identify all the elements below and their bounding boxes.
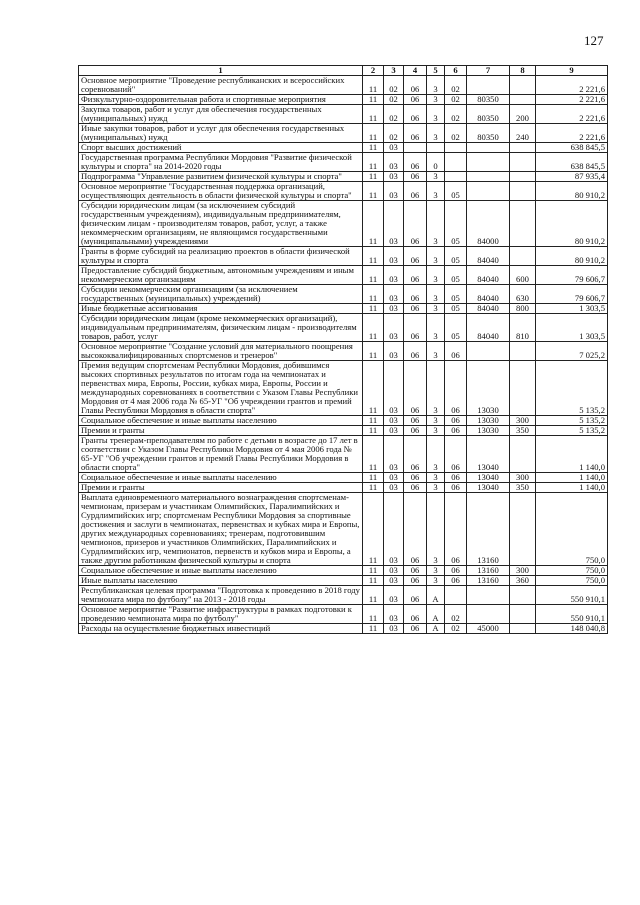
code-cell: 11	[363, 304, 384, 314]
amount-cell: 1 140,0	[536, 436, 608, 473]
code-cell	[510, 436, 536, 473]
code-cell: 3	[427, 304, 445, 314]
code-cell	[404, 143, 427, 153]
code-cell: 03	[384, 361, 404, 416]
row-name: Гранты тренерам-преподавателям по работе с детьми в возрасте до 17 лет в соответствии с Указом Главы Республики Мордовия от 4 мая 2006 года № 65-УГ "Об учреждении грантов и премий Главы Республики Мордовия в области спорта"	[79, 436, 363, 473]
code-cell: 84040	[467, 266, 510, 285]
code-cell: 84040	[467, 304, 510, 314]
code-cell	[510, 493, 536, 566]
table-row	[79, 361, 608, 416]
amount-cell: 5 135,2	[536, 416, 608, 426]
code-cell: 05	[445, 304, 467, 314]
table-row	[79, 624, 608, 634]
code-cell	[427, 143, 445, 153]
code-cell: 3	[427, 426, 445, 436]
header-row	[79, 66, 608, 76]
row-name: Субсидии юридическим лицам (за исключением субсидий государственным учреждениям), индивидуальным предпринимателям, физическим лицам - производителям товаров, работ, услуг, а также некоммерческим организациям, не являющимся государственными (муниципальными) учреждениями	[79, 201, 363, 247]
amount-cell: 550 910,1	[536, 586, 608, 605]
code-cell: 03	[384, 172, 404, 182]
code-cell: 3	[427, 95, 445, 105]
code-cell: 11	[363, 247, 384, 266]
code-cell: 3	[427, 105, 445, 124]
code-cell: 06	[404, 576, 427, 586]
code-cell: 11	[363, 124, 384, 143]
code-cell: 06	[404, 361, 427, 416]
code-cell: 11	[363, 143, 384, 153]
code-cell	[510, 95, 536, 105]
code-cell: 11	[363, 576, 384, 586]
code-cell: 06	[445, 473, 467, 483]
code-cell: 06	[404, 182, 427, 201]
code-cell: 02	[445, 105, 467, 124]
code-cell	[467, 605, 510, 624]
code-cell	[510, 153, 536, 172]
row-name: Социальное обеспечение и иные выплаты населению	[79, 566, 363, 576]
header-cell: 5	[427, 66, 445, 76]
code-cell: 06	[445, 566, 467, 576]
code-cell: 13030	[467, 426, 510, 436]
code-cell: 13030	[467, 416, 510, 426]
row-name: Основное мероприятие "Развитие инфраструктуры в рамках подготовки к проведению чемпионата мира по футболу"	[79, 605, 363, 624]
code-cell: 300	[510, 416, 536, 426]
code-cell: 45000	[467, 624, 510, 634]
row-name: Республиканская целевая программа "Подготовка к проведению в 2018 году чемпионата мира по футболу" на 2013 - 2018 годы	[79, 586, 363, 605]
amount-cell: 1 140,0	[536, 483, 608, 493]
code-cell: 06	[404, 566, 427, 576]
code-cell: 06	[404, 314, 427, 342]
row-name: Иные закупки товаров, работ и услуг для обеспечения государственных (муниципальных) нужд	[79, 124, 363, 143]
code-cell: 02	[384, 124, 404, 143]
budget-table	[78, 65, 608, 634]
code-cell: 11	[363, 624, 384, 634]
code-cell: 03	[384, 285, 404, 304]
code-cell: А	[427, 605, 445, 624]
code-cell	[467, 153, 510, 172]
table-row	[79, 605, 608, 624]
code-cell: 02	[445, 76, 467, 95]
code-cell: 06	[404, 247, 427, 266]
code-cell: 06	[445, 416, 467, 426]
table-row	[79, 266, 608, 285]
table-row	[79, 493, 608, 566]
code-cell: 800	[510, 304, 536, 314]
row-name: Основное мероприятие "Проведение республиканских и всероссийских соревнований"	[79, 76, 363, 95]
amount-cell: 750,0	[536, 493, 608, 566]
code-cell: 06	[404, 153, 427, 172]
code-cell: 80350	[467, 105, 510, 124]
table-row	[79, 247, 608, 266]
table-row	[79, 201, 608, 247]
code-cell: 11	[363, 605, 384, 624]
table-row	[79, 76, 608, 95]
code-cell	[510, 605, 536, 624]
code-cell: 11	[363, 586, 384, 605]
code-cell: 06	[445, 436, 467, 473]
code-cell: 3	[427, 361, 445, 416]
code-cell: 13030	[467, 361, 510, 416]
code-cell: А	[427, 586, 445, 605]
amount-cell: 80 910,2	[536, 201, 608, 247]
code-cell: 02	[445, 124, 467, 143]
code-cell	[467, 172, 510, 182]
code-cell: 3	[427, 266, 445, 285]
code-cell: 03	[384, 182, 404, 201]
code-cell: 11	[363, 95, 384, 105]
code-cell: 03	[384, 143, 404, 153]
code-cell: 05	[445, 285, 467, 304]
table-row	[79, 586, 608, 605]
code-cell: 03	[384, 624, 404, 634]
code-cell: 03	[384, 576, 404, 586]
code-cell	[510, 172, 536, 182]
table-row	[79, 143, 608, 153]
table-row	[79, 314, 608, 342]
amount-cell: 750,0	[536, 566, 608, 576]
table-row	[79, 124, 608, 143]
table-row	[79, 473, 608, 483]
code-cell: 02	[384, 76, 404, 95]
code-cell: 03	[384, 342, 404, 361]
amount-cell: 2 221,6	[536, 95, 608, 105]
row-name: Подпрограмма "Управление развитием физической культуры и спорта"	[79, 172, 363, 182]
code-cell: 3	[427, 201, 445, 247]
amount-cell: 2 221,6	[536, 124, 608, 143]
row-name: Социальное обеспечение и иные выплаты населению	[79, 473, 363, 483]
code-cell: 06	[404, 124, 427, 143]
code-cell: 240	[510, 124, 536, 143]
code-cell: 06	[404, 266, 427, 285]
code-cell: 80350	[467, 95, 510, 105]
code-cell: 06	[404, 483, 427, 493]
code-cell: 84040	[467, 285, 510, 304]
code-cell: 06	[404, 436, 427, 473]
code-cell: 02	[384, 105, 404, 124]
header-cell: 9	[536, 66, 608, 76]
code-cell: 06	[404, 586, 427, 605]
code-cell: 03	[384, 304, 404, 314]
code-cell: 06	[404, 285, 427, 304]
row-name: Иные бюджетные ассигнования	[79, 304, 363, 314]
amount-cell: 87 935,4	[536, 172, 608, 182]
code-cell	[510, 586, 536, 605]
code-cell: 3	[427, 182, 445, 201]
table-row	[79, 436, 608, 473]
table-row	[79, 172, 608, 182]
amount-cell: 1 303,5	[536, 314, 608, 342]
code-cell: 80350	[467, 124, 510, 143]
code-cell	[510, 247, 536, 266]
code-cell: 06	[404, 172, 427, 182]
code-cell: 03	[384, 153, 404, 172]
code-cell: 3	[427, 247, 445, 266]
row-name: Спорт высших достижений	[79, 143, 363, 153]
code-cell: 3	[427, 172, 445, 182]
code-cell: 600	[510, 266, 536, 285]
amount-cell: 638 845,5	[536, 153, 608, 172]
header-cell: 4	[404, 66, 427, 76]
code-cell: 03	[384, 586, 404, 605]
code-cell	[510, 201, 536, 247]
code-cell: 11	[363, 172, 384, 182]
row-name: Расходы на осуществление бюджетных инвестиций	[79, 624, 363, 634]
amount-cell: 7 025,2	[536, 342, 608, 361]
code-cell: 06	[404, 624, 427, 634]
code-cell: 05	[445, 201, 467, 247]
code-cell	[445, 143, 467, 153]
row-name: Премии и гранты	[79, 483, 363, 493]
table-row	[79, 182, 608, 201]
code-cell	[467, 182, 510, 201]
code-cell: 350	[510, 483, 536, 493]
code-cell: 3	[427, 314, 445, 342]
code-cell	[510, 182, 536, 201]
code-cell: 630	[510, 285, 536, 304]
amount-cell: 79 606,7	[536, 285, 608, 304]
code-cell: 11	[363, 201, 384, 247]
code-cell: 06	[404, 201, 427, 247]
row-name: Социальное обеспечение и иные выплаты населению	[79, 416, 363, 426]
code-cell: 13040	[467, 483, 510, 493]
table-row	[79, 153, 608, 172]
table-body	[79, 76, 608, 634]
code-cell: 05	[445, 314, 467, 342]
code-cell: 03	[384, 266, 404, 285]
amount-cell: 5 135,2	[536, 426, 608, 436]
header-cell: 6	[445, 66, 467, 76]
code-cell: 3	[427, 285, 445, 304]
row-name: Основное мероприятие "Государственная поддержка организаций, осуществляющих деятельность в области физической культуры и спорта"	[79, 182, 363, 201]
header-cell: 2	[363, 66, 384, 76]
code-cell: 03	[384, 483, 404, 493]
table-row	[79, 416, 608, 426]
code-cell: 02	[384, 95, 404, 105]
code-cell	[467, 342, 510, 361]
code-cell	[510, 624, 536, 634]
table-row	[79, 483, 608, 493]
code-cell: 06	[404, 76, 427, 95]
code-cell: 3	[427, 566, 445, 576]
amount-cell: 2 221,6	[536, 76, 608, 95]
amount-cell: 750,0	[536, 576, 608, 586]
code-cell: 11	[363, 76, 384, 95]
code-cell	[445, 172, 467, 182]
header-cell: 7	[467, 66, 510, 76]
code-cell: 84040	[467, 247, 510, 266]
code-cell: 03	[384, 247, 404, 266]
code-cell: 05	[445, 266, 467, 285]
code-cell: 300	[510, 566, 536, 576]
code-cell: 11	[363, 361, 384, 416]
code-cell: 11	[363, 566, 384, 576]
amount-cell: 638 845,5	[536, 143, 608, 153]
row-name: Субсидии некоммерческим организациям (за исключением государственных (муниципальных) учреждений)	[79, 285, 363, 304]
code-cell	[510, 361, 536, 416]
code-cell: 06	[404, 416, 427, 426]
page-number: 127	[584, 33, 604, 48]
row-name: Физкультурно-оздоровительная работа и спортивные мероприятия	[79, 95, 363, 105]
code-cell: 84040	[467, 314, 510, 342]
amount-cell: 2 221,6	[536, 105, 608, 124]
code-cell: 03	[384, 426, 404, 436]
code-cell: 02	[445, 605, 467, 624]
code-cell: 13160	[467, 493, 510, 566]
code-cell: 06	[404, 95, 427, 105]
table-row	[79, 304, 608, 314]
table-row	[79, 285, 608, 304]
amount-cell: 550 910,1	[536, 605, 608, 624]
code-cell: 03	[384, 493, 404, 566]
code-cell: 05	[445, 182, 467, 201]
table-row	[79, 576, 608, 586]
code-cell	[467, 586, 510, 605]
code-cell: 350	[510, 426, 536, 436]
code-cell: 11	[363, 314, 384, 342]
code-cell: 11	[363, 285, 384, 304]
code-cell: 360	[510, 576, 536, 586]
code-cell	[445, 153, 467, 172]
header-cell: 1	[79, 66, 363, 76]
code-cell: 11	[363, 342, 384, 361]
code-cell: 3	[427, 473, 445, 483]
amount-cell: 80 910,2	[536, 182, 608, 201]
code-cell: 03	[384, 605, 404, 624]
code-cell: 11	[363, 426, 384, 436]
code-cell: 06	[445, 483, 467, 493]
code-cell: 11	[363, 182, 384, 201]
code-cell: 11	[363, 266, 384, 285]
code-cell: 06	[404, 426, 427, 436]
code-cell: 03	[384, 566, 404, 576]
code-cell: 810	[510, 314, 536, 342]
code-cell: 06	[404, 105, 427, 124]
code-cell: 06	[445, 426, 467, 436]
code-cell: 13040	[467, 436, 510, 473]
row-name: Гранты в форме субсидий на реализацию проектов в области физической культуры и спорта	[79, 247, 363, 266]
table-row	[79, 342, 608, 361]
code-cell: А	[427, 624, 445, 634]
code-cell: 3	[427, 493, 445, 566]
code-cell: 13040	[467, 473, 510, 483]
code-cell: 11	[363, 473, 384, 483]
row-name: Премии и гранты	[79, 426, 363, 436]
row-name: Основное мероприятие "Создание условий для материального поощрения высококвалифицированных спортсменов и тренеров"	[79, 342, 363, 361]
code-cell: 3	[427, 124, 445, 143]
amount-cell: 80 910,2	[536, 247, 608, 266]
code-cell	[467, 76, 510, 95]
code-cell: 11	[363, 153, 384, 172]
code-cell: 06	[445, 576, 467, 586]
code-cell	[445, 586, 467, 605]
code-cell	[510, 342, 536, 361]
code-cell	[510, 143, 536, 153]
table-row	[79, 426, 608, 436]
amount-cell: 5 135,2	[536, 361, 608, 416]
amount-cell: 1 303,5	[536, 304, 608, 314]
code-cell: 3	[427, 483, 445, 493]
code-cell: 3	[427, 342, 445, 361]
code-cell: 06	[404, 473, 427, 483]
code-cell: 03	[384, 436, 404, 473]
code-cell: 06	[404, 342, 427, 361]
code-cell: 3	[427, 436, 445, 473]
code-cell: 03	[384, 314, 404, 342]
code-cell: 3	[427, 576, 445, 586]
code-cell: 11	[363, 105, 384, 124]
code-cell: 06	[404, 605, 427, 624]
code-cell: 11	[363, 416, 384, 426]
table-row	[79, 566, 608, 576]
table-row	[79, 95, 608, 105]
row-name: Предоставление субсидий бюджетным, автономным учреждениям и иным некоммерческим организациям	[79, 266, 363, 285]
header-cell: 8	[510, 66, 536, 76]
code-cell: 300	[510, 473, 536, 483]
code-cell: 06	[404, 304, 427, 314]
table-row	[79, 105, 608, 124]
code-cell: 03	[384, 473, 404, 483]
header-cell: 3	[384, 66, 404, 76]
code-cell: 200	[510, 105, 536, 124]
row-name: Выплата единовременного материального вознаграждения спортсменам-чемпионам, призерам и участникам Олимпийских, Паралимпийских и Сурдлимпийских игр; спортсменам Республики Мордовия за спортивные достижения и заслуги в чемпионатах, первенствах и кубках мира и Европы, других международных соревнованиях; тренерам, подготовившим чемпионов, призеров и участников Олимпийских, Паралимпийских и Сурдлимпийских игр, чемпионатов, первенств и кубков мира и Европы, а также другим работникам физической культуры и спорта	[79, 493, 363, 566]
row-name: Иные выплаты населению	[79, 576, 363, 586]
row-name: Субсидии юридическим лицам (кроме некоммерческих организаций), индивидуальным предпринимателям, физическим лицам - производителям товаров, работ, услуг	[79, 314, 363, 342]
code-cell	[510, 76, 536, 95]
code-cell: 13160	[467, 566, 510, 576]
code-cell	[467, 143, 510, 153]
code-cell: 13160	[467, 576, 510, 586]
code-cell: 06	[445, 493, 467, 566]
code-cell: 03	[384, 416, 404, 426]
amount-cell: 1 140,0	[536, 473, 608, 483]
code-cell: 05	[445, 247, 467, 266]
code-cell: 02	[445, 95, 467, 105]
code-cell: 3	[427, 416, 445, 426]
code-cell: 06	[445, 342, 467, 361]
code-cell: 84000	[467, 201, 510, 247]
code-cell: 03	[384, 201, 404, 247]
code-cell: 3	[427, 76, 445, 95]
code-cell: 11	[363, 493, 384, 566]
row-name: Государственная программа Республики Мордовия "Развитие физической культуры и спорта" на 2014-2020 годы	[79, 153, 363, 172]
code-cell: 11	[363, 436, 384, 473]
code-cell: 11	[363, 483, 384, 493]
row-name: Закупка товаров, работ и услуг для обеспечения государственных (муниципальных) нужд	[79, 105, 363, 124]
table-header	[79, 66, 608, 76]
code-cell: 02	[445, 624, 467, 634]
amount-cell: 148 040,8	[536, 624, 608, 634]
code-cell: 0	[427, 153, 445, 172]
row-name: Премия ведущим спортсменам Республики Мордовия, добившимся высоких спортивных результатов по итогам года на чемпионатах и первенствах мира, Европы, России, кубках мира, Европы, России и международных соревнованиях в соответствии с Указом Главы Республики Мордовия от 4 мая 2006 года № 65-УГ "Об учреждении грантов и премий Главы Республики Мордовия в области спорта"	[79, 361, 363, 416]
code-cell: 06	[445, 361, 467, 416]
code-cell: 06	[404, 493, 427, 566]
amount-cell: 79 606,7	[536, 266, 608, 285]
